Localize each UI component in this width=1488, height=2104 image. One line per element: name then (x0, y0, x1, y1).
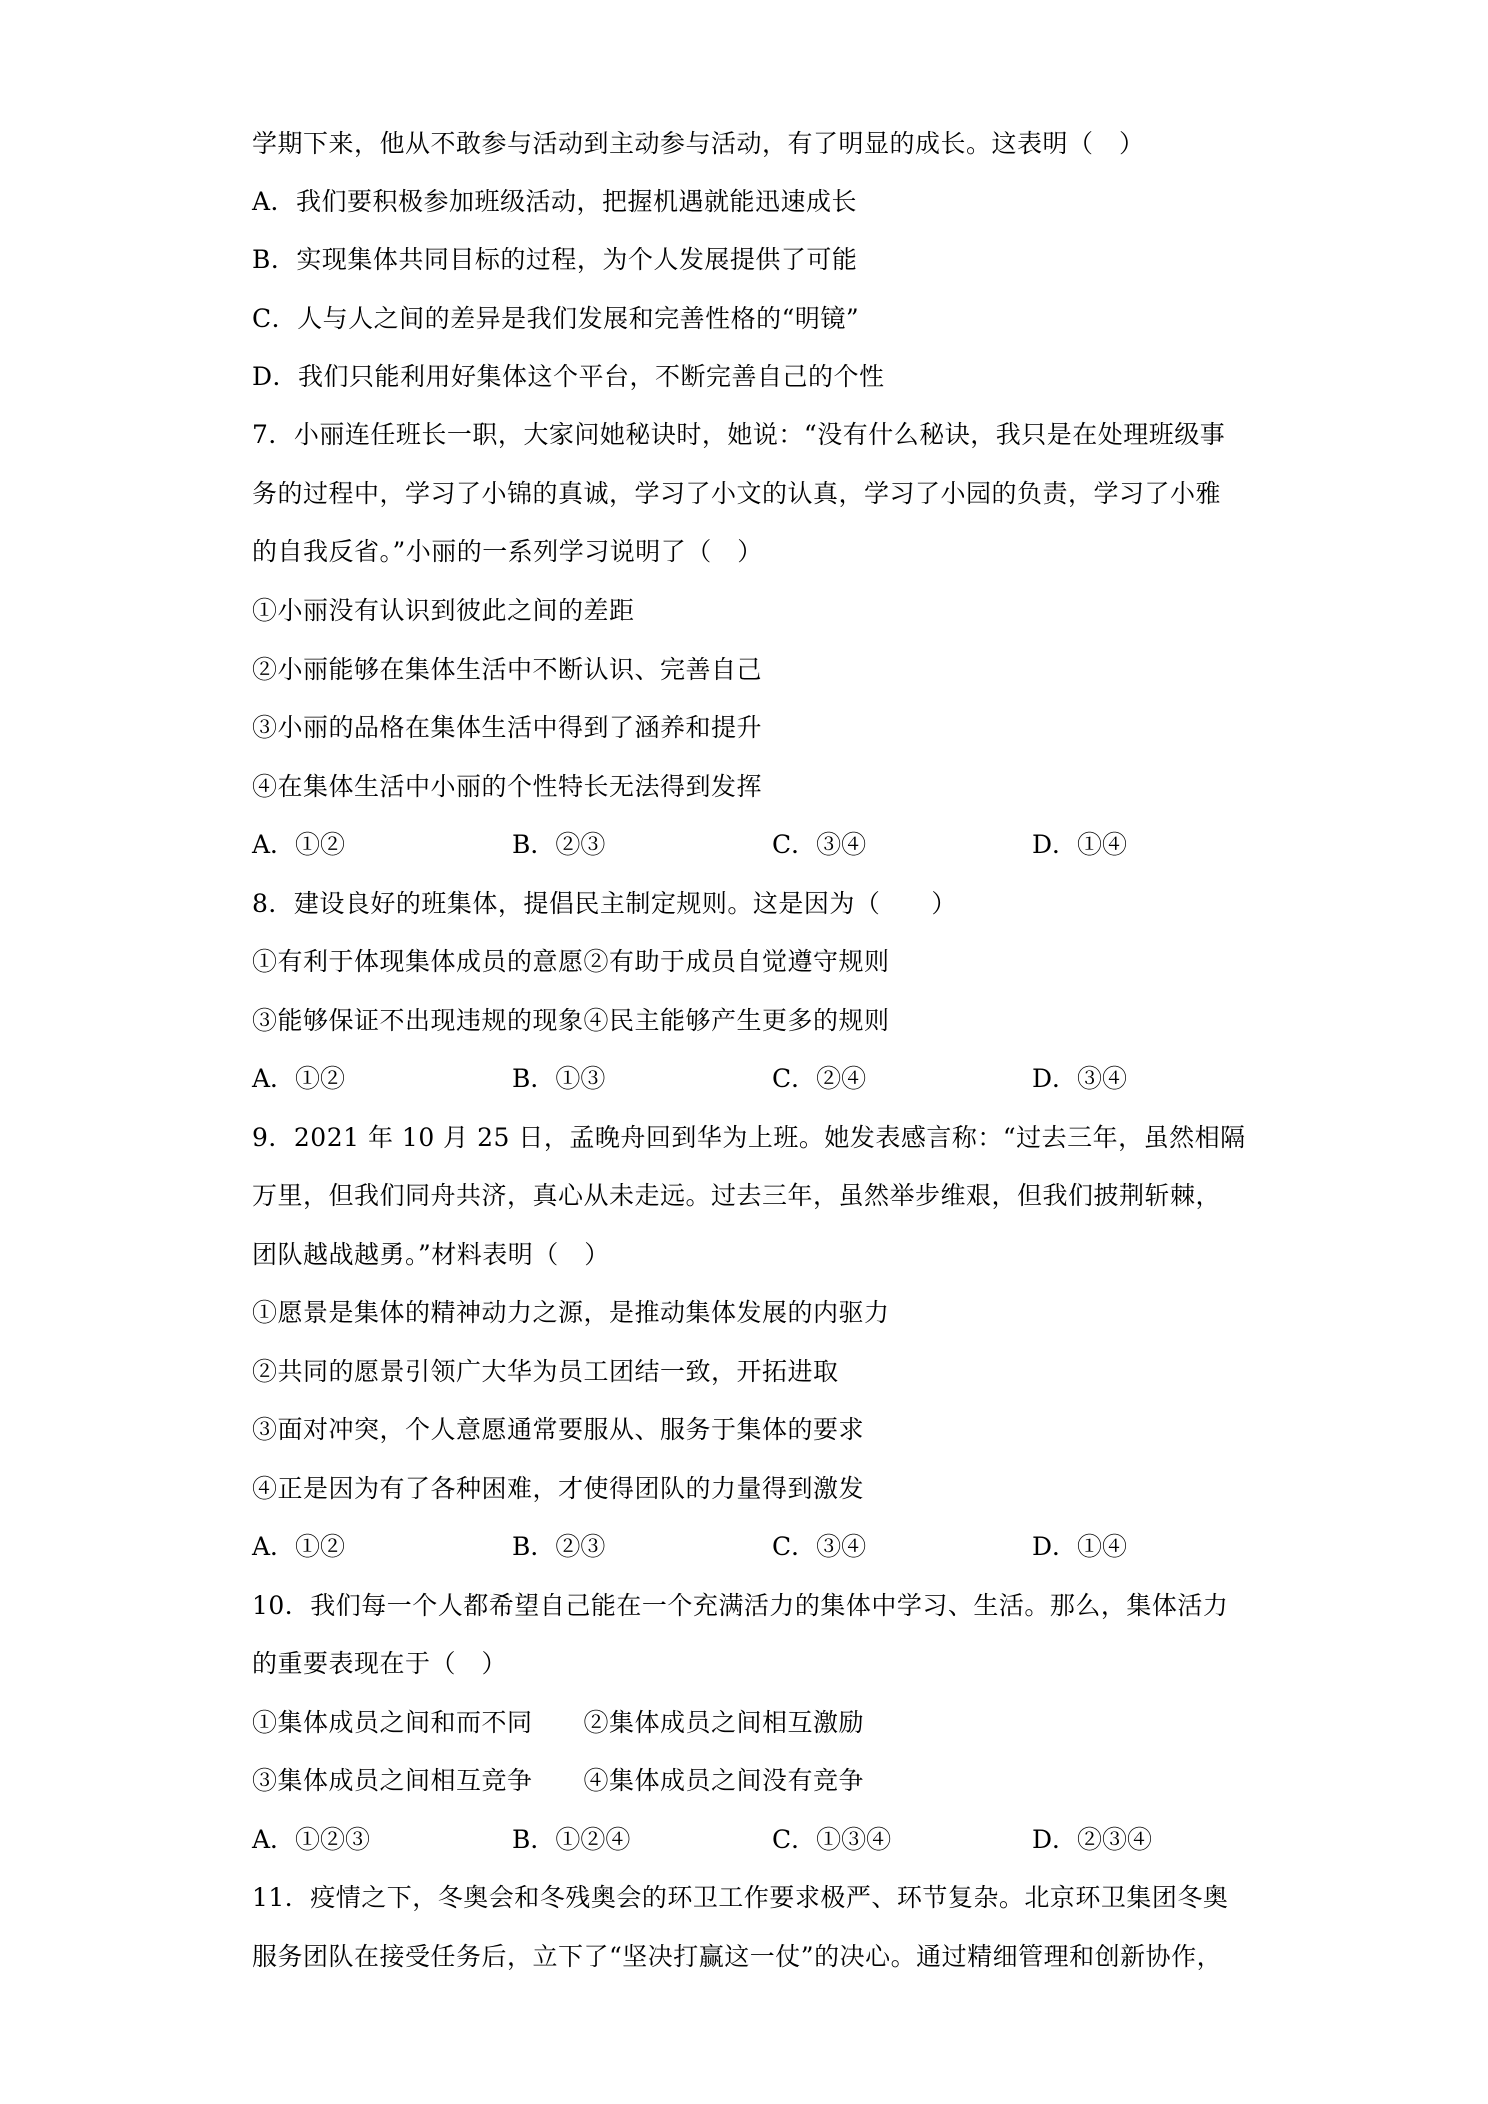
answer-option: A．①②③ (252, 1825, 371, 1854)
option-line: C．人与人之间的差异是我们发展和完善性格的“明镜” (252, 304, 860, 333)
answer-option: C．③④ (772, 1532, 867, 1561)
statement-line: ②小丽能够在集体生活中不断认识、完善自己 (252, 655, 763, 684)
answer-option: A．①② (252, 1064, 346, 1093)
answer-option: D．②③④ (1032, 1825, 1153, 1854)
statement-line: ③能够保证不出现违规的现象④民主能够产生更多的规则 (252, 1006, 890, 1035)
question-11-text: 服务团队在接受任务后，立下了“坚决打赢这一仗”的决心。通过精细管理和创新协作， (252, 1942, 1223, 1971)
answer-option: B．①②④ (512, 1825, 631, 1854)
question-11-text: 11．疫情之下，冬奥会和冬残奥会的环卫工作要求极严、环节复杂。北京环卫集团冬奥 (252, 1883, 1229, 1912)
statement-line: ③小丽的品格在集体生活中得到了涵养和提升 (252, 713, 763, 742)
answer-option: C．①③④ (772, 1825, 892, 1854)
statement-line: ①小丽没有认识到彼此之间的差距 (252, 596, 635, 625)
question-9-text: 团队越战越勇。”材料表明（ ） (252, 1240, 610, 1269)
answer-option: A．①② (252, 1532, 346, 1561)
question-9-text: 万里，但我们同舟共济，真心从未走远。过去三年，虽然举步维艰，但我们披荆斩棘， (252, 1181, 1222, 1210)
option-line: B．实现集体共同目标的过程，为个人发展提供了可能 (252, 245, 858, 274)
statement-line: ②共同的愿景引领广大华为员工团结一致，开拓进取 (252, 1357, 839, 1386)
answer-option: C．②④ (772, 1064, 867, 1093)
answer-option: D．①④ (1032, 830, 1128, 859)
question-10-text: 的重要表现在于（ ） (252, 1649, 508, 1678)
answer-option: D．③④ (1032, 1064, 1128, 1093)
statement-line: ①有利于体现集体成员的意愿②有助于成员自觉遵守规则 (252, 947, 890, 976)
option-line: A．我们要积极参加班级活动，把握机遇就能迅速成长 (252, 187, 858, 216)
answer-option: B．①③ (512, 1064, 606, 1093)
question-7-text: 7．小丽连任班长一职，大家问她秘诀时，她说：“没有什么秘诀，我只是在处理班级事 (252, 420, 1226, 449)
answer-option: D．①④ (1032, 1532, 1128, 1561)
answer-option: A．①② (252, 830, 346, 859)
question-10-text: 10．我们每一个人都希望自己能在一个充满活力的集体中学习、生活。那么，集体活力 (252, 1591, 1229, 1620)
answer-option: B．②③ (512, 830, 606, 859)
question-9-text: 9．2021 年 10 月 25 日，孟晚舟回到华为上班。她发表感言称：“过去三年，虽然相隔 (252, 1123, 1246, 1152)
statement-line: ③集体成员之间相互竞争 ④集体成员之间没有竞争 (252, 1766, 865, 1795)
question-8-text: 8．建设良好的班集体，提倡民主制定规则。这是因为（ ） (252, 889, 957, 918)
answer-option: C．③④ (772, 830, 867, 859)
option-line: D．我们只能利用好集体这个平台，不断完善自己的个性 (252, 362, 885, 391)
text-line: 学期下来，他从不敢参与活动到主动参与活动，有了明显的成长。这表明（ ） (252, 129, 1145, 158)
statement-line: ①愿景是集体的精神动力之源，是推动集体发展的内驱力 (252, 1298, 890, 1327)
question-7-text: 务的过程中，学习了小锦的真诚，学习了小文的认真，学习了小园的负责，学习了小雅 (252, 479, 1222, 508)
statement-line: ③面对冲突，个人意愿通常要服从、服务于集体的要求 (252, 1415, 865, 1444)
statement-line: ④在集体生活中小丽的个性特长无法得到发挥 (252, 772, 763, 801)
question-7-text: 的自我反省。”小丽的一系列学习说明了（ ） (252, 537, 763, 566)
statement-line: ④正是因为有了各种困难，才使得团队的力量得到激发 (252, 1474, 865, 1503)
statement-line: ①集体成员之间和而不同 ②集体成员之间相互激励 (252, 1708, 865, 1737)
answer-option: B．②③ (512, 1532, 606, 1561)
